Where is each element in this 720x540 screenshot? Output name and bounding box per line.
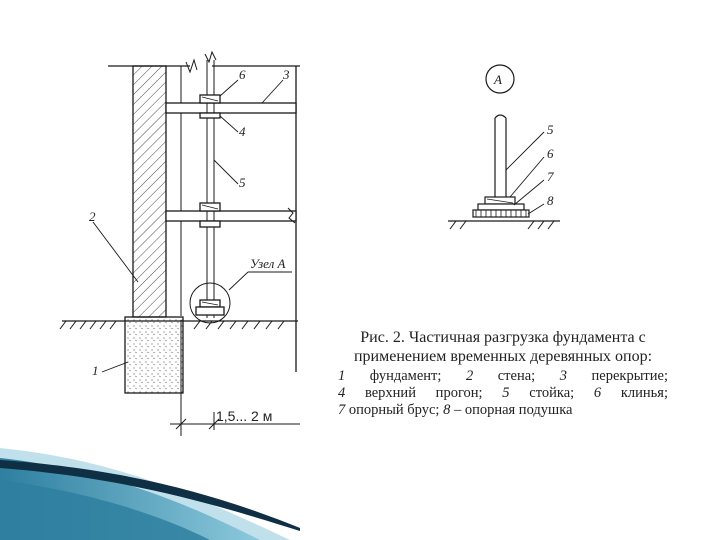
- detail-a-title: А: [494, 72, 502, 87]
- callout-2: 2: [89, 209, 96, 224]
- legend-num: 8: [443, 402, 451, 418]
- callout-5: 5: [239, 175, 246, 190]
- legend-text: стойка;: [509, 385, 594, 401]
- floor-slab-upper: [166, 103, 296, 113]
- legend-item: [338, 402, 443, 418]
- callout-3: 3: [283, 67, 290, 82]
- dimension-label: 1,5... 2 м: [216, 408, 273, 424]
- detail-callout-8: 8: [547, 193, 554, 208]
- node-a-label: Узел А: [250, 256, 286, 271]
- legend-item: [560, 368, 668, 384]
- decorative-swoosh: [0, 448, 300, 540]
- legend-num: 1: [338, 368, 346, 384]
- legend-text: перекрытие;: [566, 368, 668, 384]
- floor-slab-lower: [166, 211, 296, 221]
- legend-text: – опорная подушка: [450, 402, 573, 418]
- legend-text: клинья;: [601, 385, 668, 401]
- legend-num: 5: [502, 385, 510, 401]
- legend-text: стена;: [473, 368, 560, 384]
- callout-6: 6: [239, 67, 246, 82]
- detail-callout-7: 7: [547, 169, 554, 184]
- detail-callout-5: 5: [547, 122, 554, 137]
- caption-legend: [338, 368, 668, 419]
- legend-num: 7: [338, 402, 346, 418]
- legend-num: 4: [338, 385, 346, 401]
- detail-callout-6: 6: [547, 146, 554, 161]
- caption-title-line1: Рис. 2. Частичная разгрузка фундамента с: [360, 329, 646, 346]
- legend-num: 3: [559, 368, 567, 384]
- legend-item: [466, 368, 560, 384]
- foundation: [125, 317, 183, 393]
- callout-4: 4: [239, 124, 246, 139]
- wall: [133, 66, 166, 317]
- legend-item: [338, 385, 502, 401]
- caption-title: [338, 328, 668, 366]
- legend-num: 6: [593, 385, 602, 401]
- legend-num: 2: [465, 368, 474, 384]
- detail-a-drawing: [448, 65, 560, 229]
- legend-item: [443, 402, 572, 418]
- figure-caption: [338, 328, 668, 419]
- callout-1: 1: [92, 363, 99, 378]
- legend-text: опорный брус;: [345, 402, 444, 418]
- legend-item: [502, 385, 594, 401]
- legend-item: [594, 385, 668, 401]
- legend-text: верхний прогон;: [345, 385, 503, 401]
- legend-item: [338, 368, 466, 384]
- main-drawing: [60, 52, 300, 436]
- legend-text: фундамент;: [345, 368, 466, 384]
- caption-title-line2: применением временных деревянных опор:: [353, 348, 653, 365]
